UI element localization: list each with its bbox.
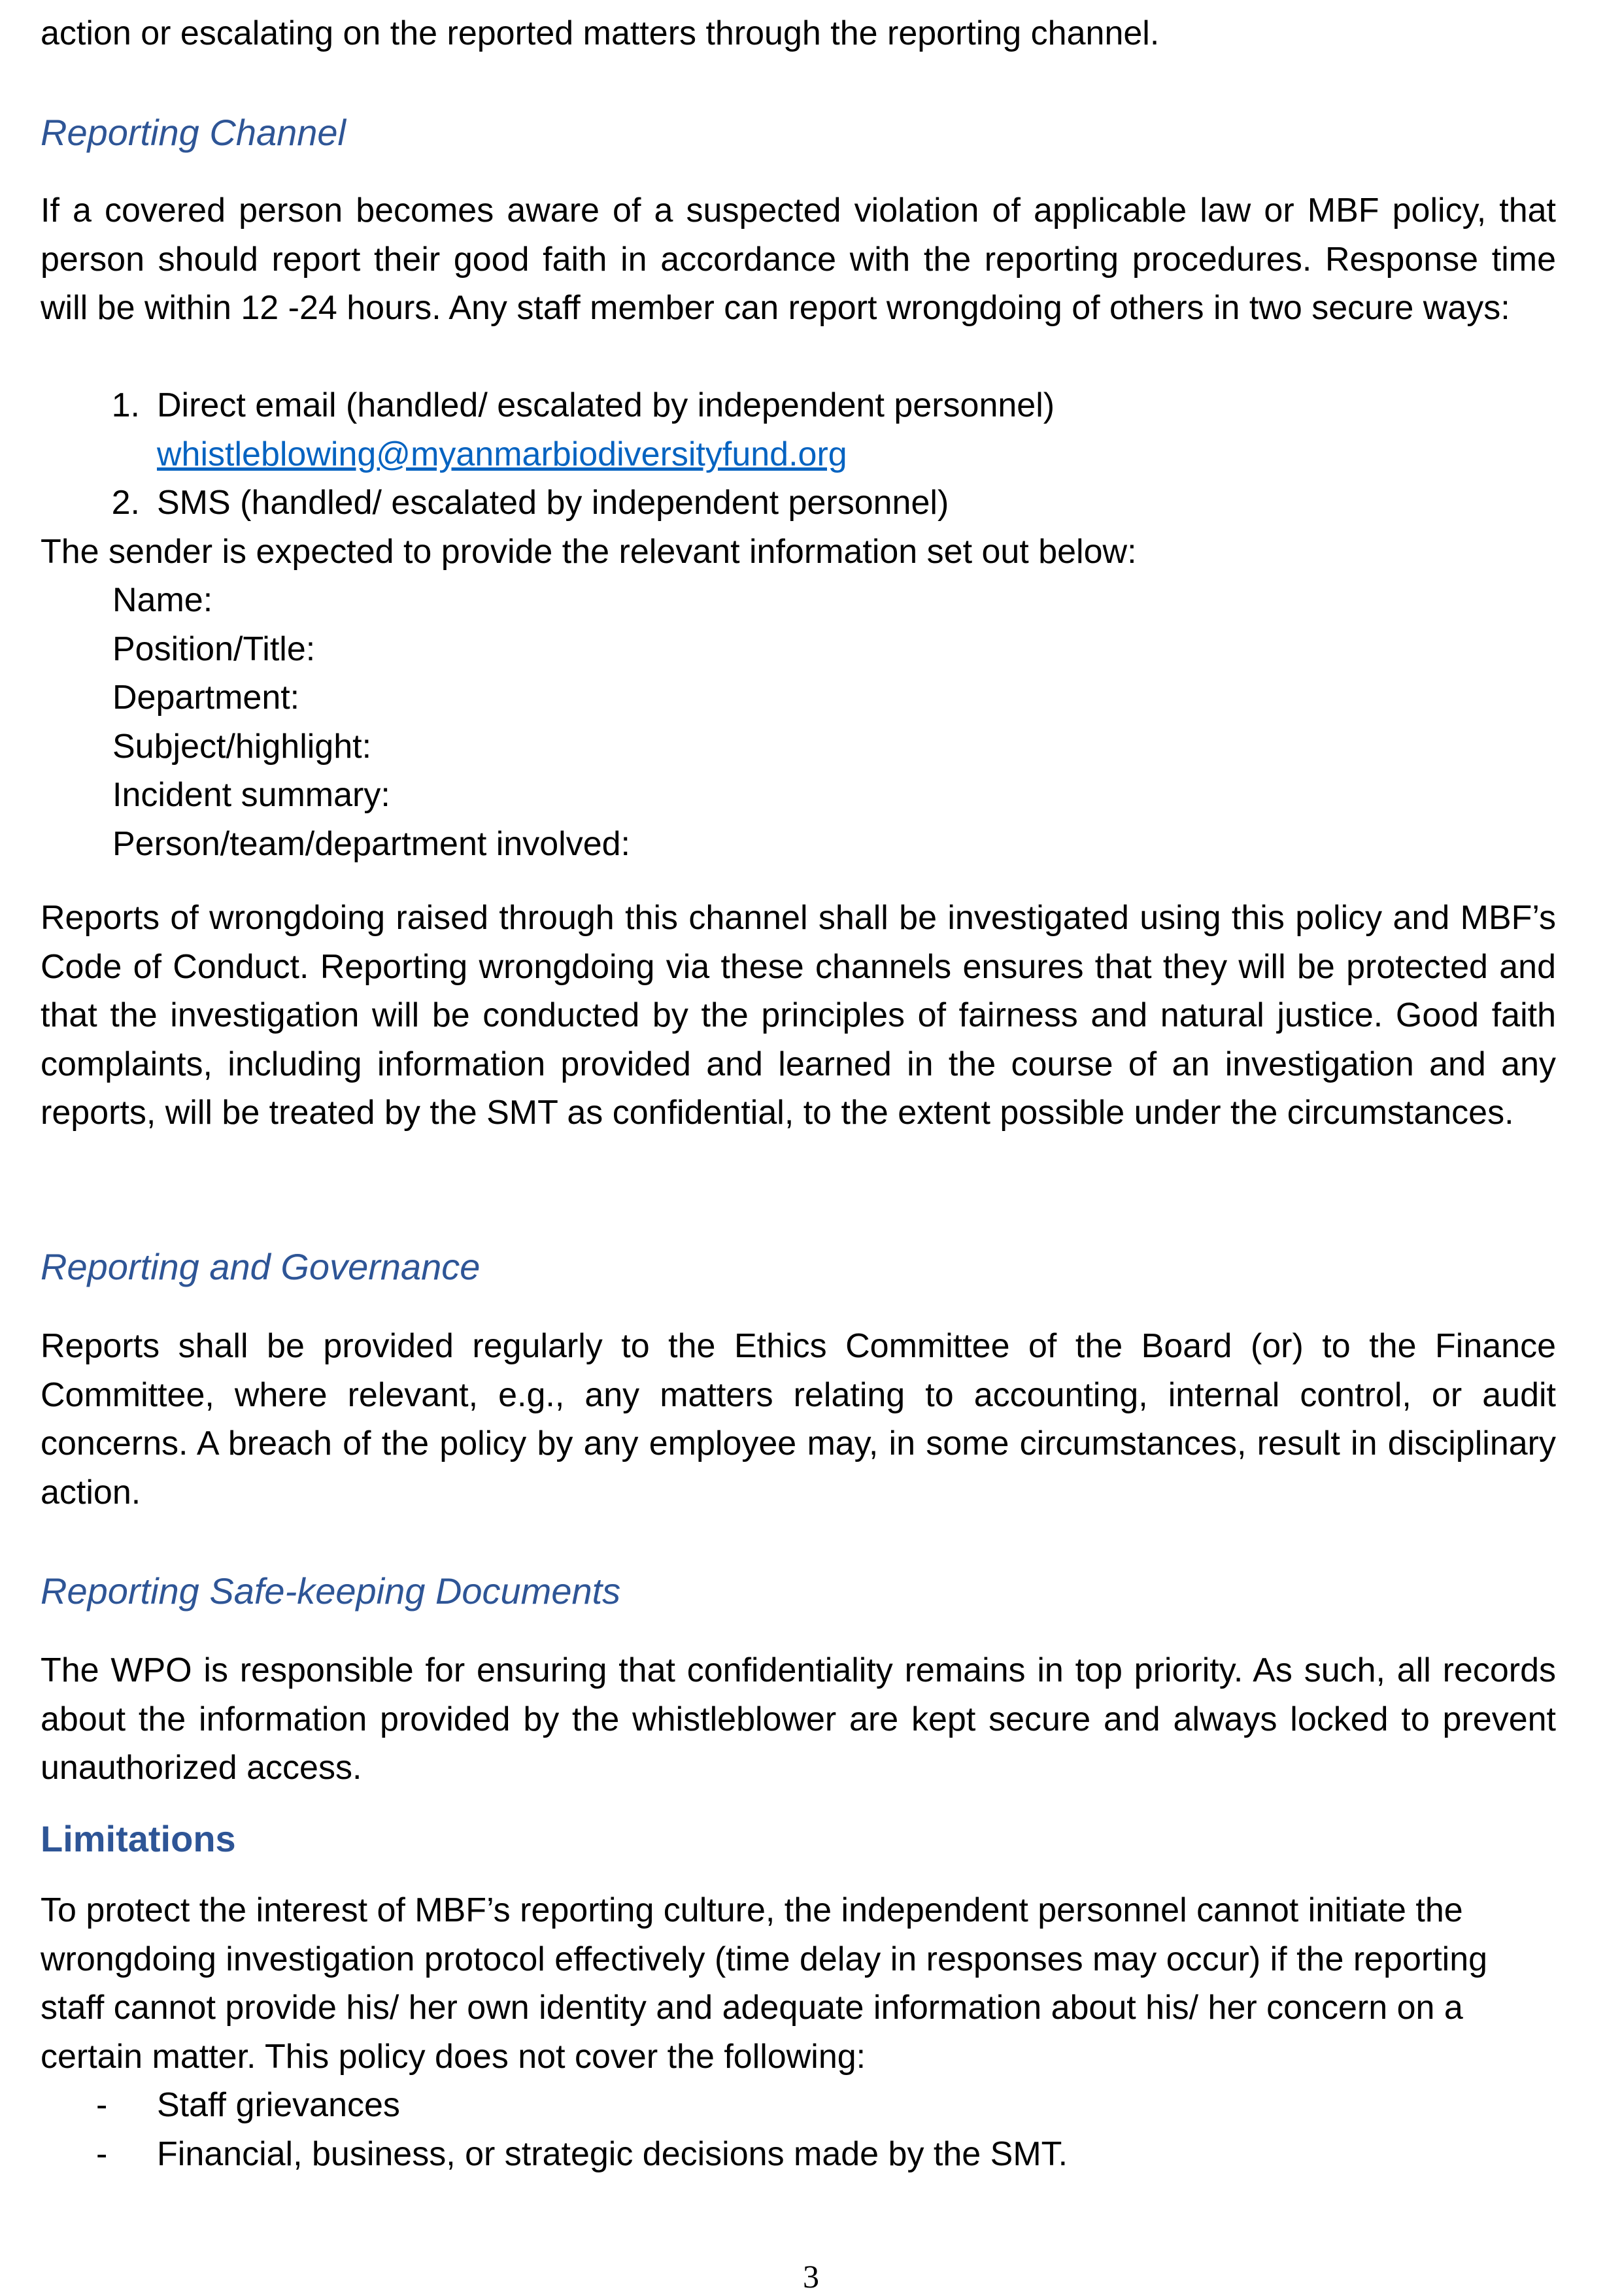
dash-bullet: - (96, 2135, 108, 2173)
list-item-text: Direct email (handled/ escalated by independent personnel) (157, 386, 1055, 424)
section-heading-safekeeping: Reporting Safe-keeping Documents (41, 1570, 621, 1612)
list-item (41, 381, 1556, 479)
list-item-text: Staff grievances (157, 2086, 400, 2124)
list-item-text: SMS (handled/ escalated by independent personnel) (157, 484, 949, 522)
field-label: Subject/highlight: (112, 727, 372, 766)
field-label: Name: (112, 581, 213, 619)
page-number: 3 (803, 2258, 819, 2295)
reporting-channel-closing: Reports of wrongdoing raised through this channel shall be investigated using this policy and MBF’s Code of Conduct. Reporting wrongdoing via these channels ensures that they will be protected and that the investigation will be conducted by the principles of fairness and natural justice. Good faith complaints, including information provided and learned in the course of an investigation and any reports, will be treated by the SMT as confidential, to the extent possible under the circumstances. (41, 899, 1556, 1132)
list-item (41, 479, 1556, 528)
required-fields-list (41, 576, 1556, 868)
section-heading-governance: Reporting and Governance (41, 1246, 481, 1287)
list-number: 2. (111, 484, 140, 522)
section-heading-limitations: Limitations (41, 1818, 236, 1859)
exclusions-list (41, 2081, 1556, 2178)
limitations-paragraph: To protect the interest of MBF’s reporting culture, the independent personnel cannot initiate the wrongdoing investigation protocol effectively (time delay in responses may occur) if the reporting staff cannot provide his/ her own identity and adequate information about his/ her concern on a certain matter. This policy does not cover the following: (41, 1891, 1488, 2076)
safekeeping-paragraph: The WPO is responsible for ensuring that confidentiality remains in top priority. As such, all records about the information provided by the whistleblower are kept secure and always locked to prevent unauthorized access. (41, 1651, 1556, 1787)
email-link[interactable]: whistleblowing@myanmarbiodiversityfund.org (157, 435, 847, 473)
section-reporting-channel (41, 109, 1556, 157)
section-heading: Reporting Channel (41, 112, 346, 153)
list-item-text: Financial, business, or strategic decisions made by the SMT. (157, 2135, 1068, 2173)
list-item (41, 2130, 1556, 2179)
field-label: Position/Title: (112, 630, 316, 668)
list-item (41, 2081, 1556, 2130)
sender-intro-text: The sender is expected to provide the relevant information set out below: (41, 533, 1137, 571)
field-label: Incident summary: (112, 776, 390, 814)
reporting-channel-paragraph: If a covered person becomes aware of a suspected violation of applicable law or MBF policy, that person should report their good faith in accordance with the reporting procedures. Response time will be within 12 -24 hours. Any staff member can report wrongdoing of others in two secure ways: (41, 192, 1556, 327)
list-number: 1. (111, 386, 140, 424)
field-label: Department: (112, 679, 300, 717)
reporting-methods-list (41, 381, 1556, 528)
governance-paragraph: Reports shall be provided regularly to the Ethics Committee of the Board (or) to the Finance Committee, where relevant, e.g., any matters relating to accounting, internal control, or audit concerns. A breach of the policy by any employee may, in some circumstances, result in disciplinary action. (41, 1327, 1556, 1511)
field-label: Person/team/department involved: (112, 824, 630, 863)
dash-bullet: - (96, 2086, 108, 2124)
intro-tail-text: action or escalating on the reported matters through the reporting channel. (41, 14, 1160, 52)
